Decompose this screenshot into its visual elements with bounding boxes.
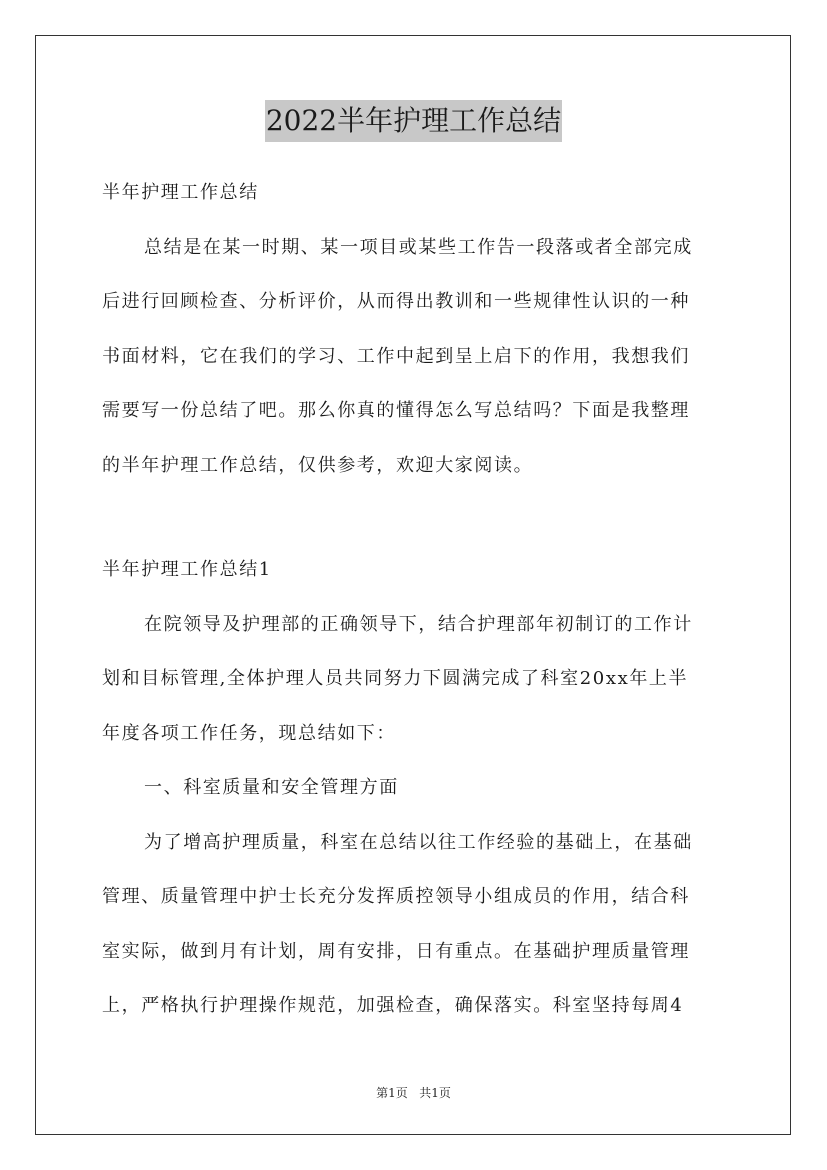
document-title: 2022半年护理工作总结 (265, 100, 562, 142)
paragraph-line: 为了增高护理质量，科室在总结以往工作经验的基础上，在基础 (144, 831, 693, 853)
paragraph-line: 上，严格执行护理操作规范，加强检查，确保落实。科室坚持每周4 (102, 995, 684, 1016)
title-container (0, 100, 827, 142)
paragraph-line: 需要写一份总结了吧。那么你真的懂得怎么写总结吗？下面是我整理 (102, 400, 690, 421)
section-heading: 半年护理工作总结 (102, 182, 259, 203)
section-heading: 半年护理工作总结1 (102, 559, 272, 580)
paragraph-line: 划和目标管理,全体护理人员共同努力下圆满完成了科室20xx年上半 (102, 668, 689, 689)
paragraph-line: 总结是在某一时期、某一项目或某些工作告一段落或者全部完成 (144, 236, 693, 258)
paragraph-line: 管理、质量管理中护士长充分发挥质控领导小组成员的作用，结合科 (102, 886, 690, 907)
paragraph-line: 年度各项工作任务，现总结如下： (102, 722, 396, 744)
subsection-heading: 一、科室质量和安全管理方面 (144, 777, 399, 798)
page-footer (0, 1084, 827, 1101)
paragraph-line: 的半年护理工作总结，仅供参考，欢迎大家阅读。 (102, 454, 534, 476)
paragraph-line: 后进行回顾检查、分析评价，从而得出教训和一些规律性认识的一种 (102, 291, 690, 312)
page-total: 共1页 (419, 1086, 451, 1100)
paragraph-line: 室实际，做到月有计划，周有安排，日有重点。在基础护理质量管理 (102, 940, 690, 962)
blank-gap (102, 493, 728, 543)
paragraph-line: 在院领导及护理部的正确领导下，结合护理部年初制订的工作计 (144, 613, 693, 635)
page-number: 第1页 (376, 1086, 408, 1100)
document-body (102, 166, 728, 1034)
paragraph-line: 书面材料，它在我们的学习、工作中起到呈上启下的作用，我想我们 (102, 345, 690, 367)
